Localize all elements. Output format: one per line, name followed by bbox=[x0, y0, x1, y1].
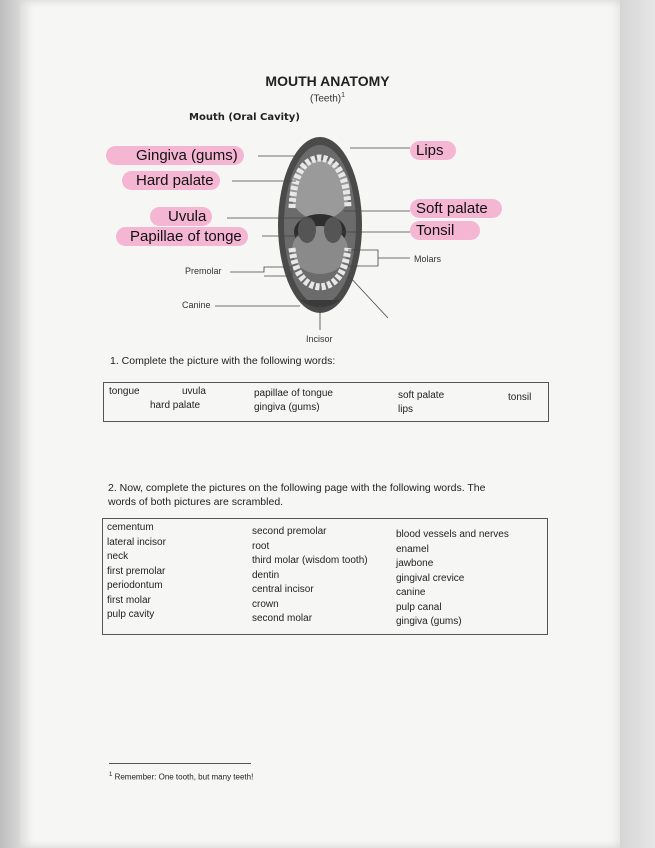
word-item: first premolar bbox=[107, 565, 166, 577]
exercise2-column-3 bbox=[396, 528, 509, 630]
label-uvula: Uvula bbox=[150, 207, 212, 226]
exercise1-instruction: 1. Complete the picture with the following words: bbox=[110, 355, 336, 367]
label-incisor: Incisor bbox=[306, 334, 333, 344]
word-soft-palate: soft palate bbox=[398, 390, 445, 401]
label-lips: Lips bbox=[410, 141, 456, 160]
word-item: dentin bbox=[252, 569, 280, 581]
word-item: lateral incisor bbox=[107, 536, 166, 548]
word-item: central incisor bbox=[252, 584, 314, 595]
footnote-ref: 1 bbox=[341, 92, 346, 99]
label-papillae: Papillae of tonge bbox=[116, 227, 248, 246]
page-title: MOUTH ANATOMY bbox=[265, 73, 390, 89]
exercise1-wordbox bbox=[103, 382, 549, 422]
footnote bbox=[109, 772, 253, 782]
exercise2-instruction-line2: words of both pictures are scrambled. bbox=[108, 496, 284, 508]
footnote-text: Remember: One tooth, but many teeth! bbox=[114, 772, 254, 782]
label-tonsil: Tonsil bbox=[410, 221, 480, 240]
word-item: pulp cavity bbox=[107, 609, 155, 620]
label-canine: Canine bbox=[182, 300, 211, 310]
word-uvula: uvula bbox=[182, 386, 206, 397]
word-item: neck bbox=[107, 551, 129, 562]
word-item: periodontum bbox=[107, 580, 163, 591]
word-item: first molar bbox=[107, 594, 151, 606]
word-item: second premolar bbox=[252, 526, 327, 537]
footnote-divider bbox=[109, 763, 251, 764]
word-item: cementum bbox=[107, 522, 154, 533]
word-item: jawbone bbox=[396, 558, 434, 569]
word-item: gingiva (gums) bbox=[396, 616, 462, 627]
label-hard-palate: Hard palate bbox=[122, 171, 220, 190]
exercise2-column-2 bbox=[252, 525, 368, 627]
word-papillae: papillae of tongue bbox=[254, 388, 333, 399]
word-item: root bbox=[252, 540, 270, 552]
section-label: Mouth (Oral Cavity) bbox=[189, 112, 300, 123]
word-lips: lips bbox=[398, 404, 414, 415]
label-premolar: Premolar bbox=[185, 266, 222, 276]
word-item: gingival crevice bbox=[396, 572, 465, 584]
word-item: second molar bbox=[252, 613, 313, 624]
word-item: canine bbox=[396, 587, 426, 598]
word-item: blood vessels and nerves bbox=[396, 529, 509, 540]
footnote-mark: 1 bbox=[109, 772, 113, 778]
exercise2-instruction-line1: 2. Now, complete the pictures on the following page with the following words. The bbox=[108, 482, 486, 494]
word-tonsil: tonsil bbox=[508, 392, 532, 403]
label-soft-palate: Soft palate bbox=[410, 199, 502, 218]
word-gingiva: gingiva (gums) bbox=[254, 402, 320, 413]
word-tongue: tongue bbox=[109, 386, 140, 397]
word-item: crown bbox=[252, 598, 279, 610]
subtitle-text: (Teeth) bbox=[309, 93, 342, 105]
word-item: third molar (wisdom tooth) bbox=[252, 555, 368, 566]
word-item: enamel bbox=[396, 543, 429, 555]
word-item: pulp canal bbox=[396, 601, 442, 613]
label-gingiva: Gingiva (gums) bbox=[106, 146, 244, 165]
exercise2-column-1 bbox=[107, 521, 166, 623]
word-hard-palate: hard palate bbox=[150, 400, 201, 411]
label-molars: Molars bbox=[414, 254, 442, 264]
